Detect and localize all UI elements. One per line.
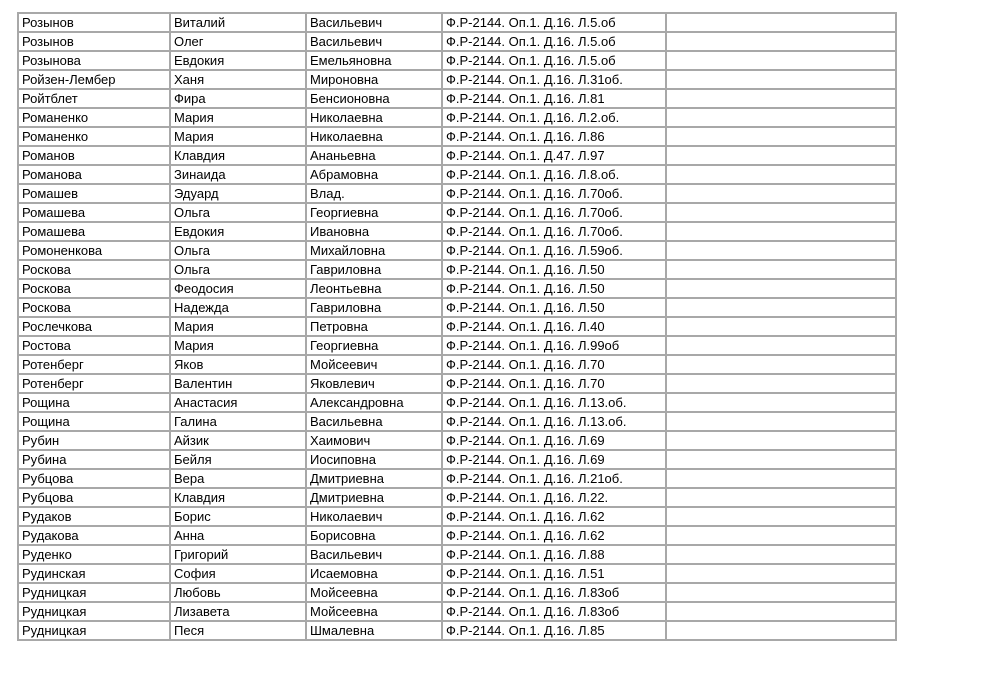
blank-cell: [666, 184, 896, 203]
archive-reference-cell: Ф.Р-2144. Оп.1. Д.16. Л.31об.: [442, 70, 666, 89]
table-row: [18, 621, 896, 640]
archive-reference-cell: Ф.Р-2144. Оп.1. Д.16. Л.59об.: [442, 241, 666, 260]
table-row: [18, 412, 896, 431]
first-name-cell: Феодосия: [170, 279, 306, 298]
blank-cell: [666, 412, 896, 431]
table-row: [18, 393, 896, 412]
blank-cell: [666, 222, 896, 241]
surname-cell: Романенко: [18, 108, 170, 127]
table-row: [18, 108, 896, 127]
surname-cell: Рослечкова: [18, 317, 170, 336]
patronymic-cell: Леонтьевна: [306, 279, 442, 298]
surname-cell: Рудницкая: [18, 583, 170, 602]
patronymic-cell: Борисовна: [306, 526, 442, 545]
patronymic-cell: Дмитриевна: [306, 488, 442, 507]
first-name-cell: Клавдия: [170, 488, 306, 507]
surname-cell: Рудинская: [18, 564, 170, 583]
blank-cell: [666, 260, 896, 279]
blank-cell: [666, 621, 896, 640]
archive-reference-cell: Ф.Р-2144. Оп.1. Д.16. Л.83об: [442, 602, 666, 621]
patronymic-cell: Васильевич: [306, 13, 442, 32]
blank-cell: [666, 241, 896, 260]
blank-cell: [666, 165, 896, 184]
table-row: [18, 127, 896, 146]
patronymic-cell: Бенсионовна: [306, 89, 442, 108]
first-name-cell: Ольга: [170, 241, 306, 260]
patronymic-cell: Ананьевна: [306, 146, 442, 165]
archive-reference-cell: Ф.Р-2144. Оп.1. Д.47. Л.97: [442, 146, 666, 165]
archive-reference-cell: Ф.Р-2144. Оп.1. Д.16. Л.83об: [442, 583, 666, 602]
first-name-cell: Мария: [170, 108, 306, 127]
archive-reference-cell: Ф.Р-2144. Оп.1. Д.16. Л.50: [442, 298, 666, 317]
surname-cell: Розынов: [18, 32, 170, 51]
table-row: [18, 526, 896, 545]
archive-reference-cell: Ф.Р-2144. Оп.1. Д.16. Л.88: [442, 545, 666, 564]
patronymic-cell: Петровна: [306, 317, 442, 336]
surname-cell: Ромашева: [18, 203, 170, 222]
first-name-cell: Лизавета: [170, 602, 306, 621]
blank-cell: [666, 355, 896, 374]
surname-cell: Романов: [18, 146, 170, 165]
patronymic-cell: Абрамовна: [306, 165, 442, 184]
patronymic-cell: Ивановна: [306, 222, 442, 241]
archive-reference-cell: Ф.Р-2144. Оп.1. Д.16. Л.5.об: [442, 51, 666, 70]
archive-reference-cell: Ф.Р-2144. Оп.1. Д.16. Л.62: [442, 507, 666, 526]
surname-cell: Рудницкая: [18, 602, 170, 621]
table-row: [18, 355, 896, 374]
archive-reference-cell: Ф.Р-2144. Оп.1. Д.16. Л.70об.: [442, 184, 666, 203]
first-name-cell: Надежда: [170, 298, 306, 317]
surname-cell: Роскова: [18, 298, 170, 317]
patronymic-cell: Шмалевна: [306, 621, 442, 640]
table-row: [18, 545, 896, 564]
archive-reference-cell: Ф.Р-2144. Оп.1. Д.16. Л.85: [442, 621, 666, 640]
blank-cell: [666, 545, 896, 564]
table-row: [18, 260, 896, 279]
blank-cell: [666, 583, 896, 602]
archive-reference-cell: Ф.Р-2144. Оп.1. Д.16. Л.50: [442, 260, 666, 279]
first-name-cell: Борис: [170, 507, 306, 526]
blank-cell: [666, 279, 896, 298]
archive-reference-cell: Ф.Р-2144. Оп.1. Д.16. Л.62: [442, 526, 666, 545]
patronymic-cell: Иосиповна: [306, 450, 442, 469]
table-row: [18, 203, 896, 222]
first-name-cell: София: [170, 564, 306, 583]
patronymic-cell: Гавриловна: [306, 260, 442, 279]
archive-reference-cell: Ф.Р-2144. Оп.1. Д.16. Л.69: [442, 431, 666, 450]
surname-cell: Ротенберг: [18, 355, 170, 374]
blank-cell: [666, 336, 896, 355]
first-name-cell: Любовь: [170, 583, 306, 602]
blank-cell: [666, 374, 896, 393]
first-name-cell: Клавдия: [170, 146, 306, 165]
patronymic-cell: Николаевич: [306, 507, 442, 526]
blank-cell: [666, 51, 896, 70]
surname-cell: Рубина: [18, 450, 170, 469]
archive-reference-cell: Ф.Р-2144. Оп.1. Д.16. Л.13.об.: [442, 412, 666, 431]
patronymic-cell: Николаевна: [306, 108, 442, 127]
patronymic-cell: Гавриловна: [306, 298, 442, 317]
first-name-cell: Зинаида: [170, 165, 306, 184]
blank-cell: [666, 393, 896, 412]
table-row: [18, 279, 896, 298]
table-row: [18, 241, 896, 260]
first-name-cell: Ханя: [170, 70, 306, 89]
first-name-cell: Григорий: [170, 545, 306, 564]
first-name-cell: Мария: [170, 317, 306, 336]
blank-cell: [666, 89, 896, 108]
surname-cell: Рудницкая: [18, 621, 170, 640]
surname-cell: Ротенберг: [18, 374, 170, 393]
patronymic-cell: Васильевич: [306, 545, 442, 564]
archive-reference-cell: Ф.Р-2144. Оп.1. Д.16. Л.70об.: [442, 203, 666, 222]
first-name-cell: Евдокия: [170, 51, 306, 70]
first-name-cell: Ольга: [170, 203, 306, 222]
table-row: [18, 507, 896, 526]
first-name-cell: Мария: [170, 127, 306, 146]
first-name-cell: Яков: [170, 355, 306, 374]
blank-cell: [666, 70, 896, 89]
archive-reference-cell: Ф.Р-2144. Оп.1. Д.16. Л.99об: [442, 336, 666, 355]
archive-reference-cell: Ф.Р-2144. Оп.1. Д.16. Л.51: [442, 564, 666, 583]
table-row: [18, 13, 896, 32]
surname-cell: Рощина: [18, 412, 170, 431]
first-name-cell: Анастасия: [170, 393, 306, 412]
archive-reference-cell: Ф.Р-2144. Оп.1. Д.16. Л.40: [442, 317, 666, 336]
surname-cell: Ромашев: [18, 184, 170, 203]
table-row: [18, 374, 896, 393]
blank-cell: [666, 108, 896, 127]
archive-reference-cell: Ф.Р-2144. Оп.1. Д.16. Л.22.: [442, 488, 666, 507]
archive-reference-cell: Ф.Р-2144. Оп.1. Д.16. Л.5.об: [442, 32, 666, 51]
first-name-cell: Анна: [170, 526, 306, 545]
archive-reference-cell: Ф.Р-2144. Оп.1. Д.16. Л.70об.: [442, 222, 666, 241]
surname-cell: Ромашева: [18, 222, 170, 241]
first-name-cell: Эдуард: [170, 184, 306, 203]
patronymic-cell: Емельяновна: [306, 51, 442, 70]
blank-cell: [666, 298, 896, 317]
first-name-cell: Айзик: [170, 431, 306, 450]
table-row: [18, 146, 896, 165]
first-name-cell: Галина: [170, 412, 306, 431]
archive-reference-cell: Ф.Р-2144. Оп.1. Д.16. Л.13.об.: [442, 393, 666, 412]
patronymic-cell: Георгиевна: [306, 203, 442, 222]
archive-reference-cell: Ф.Р-2144. Оп.1. Д.16. Л.70: [442, 374, 666, 393]
blank-cell: [666, 317, 896, 336]
first-name-cell: Вера: [170, 469, 306, 488]
table-row: [18, 222, 896, 241]
patronymic-cell: Исаемовна: [306, 564, 442, 583]
surname-cell: Рудаков: [18, 507, 170, 526]
blank-cell: [666, 127, 896, 146]
table-row: [18, 89, 896, 108]
first-name-cell: Песя: [170, 621, 306, 640]
table-row: [18, 51, 896, 70]
archive-reference-cell: Ф.Р-2144. Оп.1. Д.16. Л.86: [442, 127, 666, 146]
patronymic-cell: Мойсеевна: [306, 602, 442, 621]
archive-reference-cell: Ф.Р-2144. Оп.1. Д.16. Л.70: [442, 355, 666, 374]
blank-cell: [666, 564, 896, 583]
records-table: [17, 12, 897, 641]
archive-reference-cell: Ф.Р-2144. Оп.1. Д.16. Л.2.об.: [442, 108, 666, 127]
table-row: [18, 32, 896, 51]
archive-reference-cell: Ф.Р-2144. Оп.1. Д.16. Л.5.об: [442, 13, 666, 32]
blank-cell: [666, 450, 896, 469]
blank-cell: [666, 146, 896, 165]
first-name-cell: Бейля: [170, 450, 306, 469]
archive-reference-cell: Ф.Р-2144. Оп.1. Д.16. Л.69: [442, 450, 666, 469]
blank-cell: [666, 32, 896, 51]
surname-cell: Рощина: [18, 393, 170, 412]
surname-cell: Ройзен-Лембер: [18, 70, 170, 89]
surname-cell: Рубцова: [18, 488, 170, 507]
blank-cell: [666, 431, 896, 450]
table-row: [18, 431, 896, 450]
archive-reference-cell: Ф.Р-2144. Оп.1. Д.16. Л.81: [442, 89, 666, 108]
table-row: [18, 70, 896, 89]
surname-cell: Роскова: [18, 279, 170, 298]
blank-cell: [666, 507, 896, 526]
table-row: [18, 450, 896, 469]
surname-cell: Руденко: [18, 545, 170, 564]
blank-cell: [666, 13, 896, 32]
first-name-cell: Евдокия: [170, 222, 306, 241]
table-row: [18, 602, 896, 621]
blank-cell: [666, 203, 896, 222]
archive-reference-cell: Ф.Р-2144. Оп.1. Д.16. Л.8.об.: [442, 165, 666, 184]
table-row: [18, 564, 896, 583]
surname-cell: Розынов: [18, 13, 170, 32]
patronymic-cell: Яковлевич: [306, 374, 442, 393]
patronymic-cell: Николаевна: [306, 127, 442, 146]
blank-cell: [666, 488, 896, 507]
table-row: [18, 583, 896, 602]
blank-cell: [666, 602, 896, 621]
patronymic-cell: Влад.: [306, 184, 442, 203]
surname-cell: Рубцова: [18, 469, 170, 488]
patronymic-cell: Хаимович: [306, 431, 442, 450]
records-table-body: [18, 13, 896, 640]
archive-reference-cell: Ф.Р-2144. Оп.1. Д.16. Л.50: [442, 279, 666, 298]
patronymic-cell: Васильевич: [306, 32, 442, 51]
blank-cell: [666, 526, 896, 545]
table-row: [18, 488, 896, 507]
table-row: [18, 469, 896, 488]
first-name-cell: Олег: [170, 32, 306, 51]
first-name-cell: Виталий: [170, 13, 306, 32]
surname-cell: Рудакова: [18, 526, 170, 545]
patronymic-cell: Михайловна: [306, 241, 442, 260]
surname-cell: Ройтблет: [18, 89, 170, 108]
table-row: [18, 317, 896, 336]
table-row: [18, 184, 896, 203]
blank-cell: [666, 469, 896, 488]
surname-cell: Роскова: [18, 260, 170, 279]
patronymic-cell: Мойсеевич: [306, 355, 442, 374]
patronymic-cell: Георгиевна: [306, 336, 442, 355]
patronymic-cell: Мойсеевна: [306, 583, 442, 602]
first-name-cell: Мария: [170, 336, 306, 355]
first-name-cell: Фира: [170, 89, 306, 108]
table-row: [18, 165, 896, 184]
surname-cell: Розынова: [18, 51, 170, 70]
table-row: [18, 336, 896, 355]
surname-cell: Ромоненкова: [18, 241, 170, 260]
patronymic-cell: Дмитриевна: [306, 469, 442, 488]
first-name-cell: Валентин: [170, 374, 306, 393]
surname-cell: Ростова: [18, 336, 170, 355]
table-row: [18, 298, 896, 317]
patronymic-cell: Александровна: [306, 393, 442, 412]
first-name-cell: Ольга: [170, 260, 306, 279]
surname-cell: Романенко: [18, 127, 170, 146]
patronymic-cell: Мироновна: [306, 70, 442, 89]
archive-reference-cell: Ф.Р-2144. Оп.1. Д.16. Л.21об.: [442, 469, 666, 488]
patronymic-cell: Васильевна: [306, 412, 442, 431]
surname-cell: Рубин: [18, 431, 170, 450]
surname-cell: Романова: [18, 165, 170, 184]
